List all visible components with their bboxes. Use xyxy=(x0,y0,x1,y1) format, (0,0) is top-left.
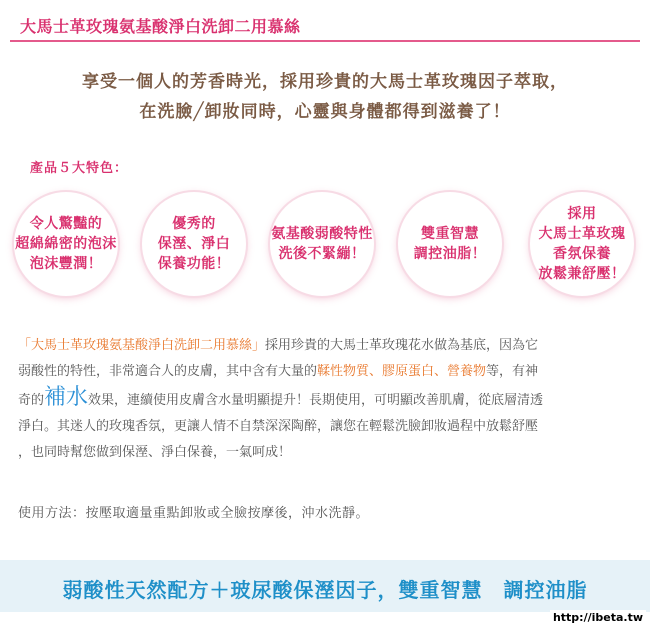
page-header xyxy=(10,10,640,42)
usage-instructions: 使用方法：按壓取適量重點卸妝或全臉按摩後，沖水洗靜。 xyxy=(18,506,370,521)
description-line xyxy=(18,414,633,440)
description-text: ，也同時幫您做到保溼、淨白保養，一氣呵成！ xyxy=(18,445,292,460)
description-line xyxy=(18,333,633,359)
intro-line-1: 享受一個人的芳香時光，採用珍貴的大馬士革玫瑰因子萃取， xyxy=(82,72,568,92)
features-title: 產品５大特色： xyxy=(30,161,129,176)
hydration-highlight: 補水 xyxy=(44,385,89,410)
feature-text: 令人驚豔的 超綿綿密的泡沫 泡沫豐潤！ xyxy=(15,216,117,272)
feature-text: 雙重智慧 調控油脂！ xyxy=(413,226,487,262)
description-text: 效果，連續使用皮膚含水量明顯提升！長期使用，可明顯改善肌膚，從底層清透 xyxy=(88,393,544,408)
feature-circle-amino-acid xyxy=(270,192,374,296)
ingredient-highlight: 鞣性物質、膠原蛋白、營養物 xyxy=(317,364,487,379)
feature-circle-foam xyxy=(14,192,118,296)
description-text: 淨白。其迷人的玫瑰香氛，更讓人情不自禁深深陶醉，讓您在輕鬆洗臉卸妝過程中放鬆舒壓 xyxy=(18,419,539,434)
feature-circle-moisture xyxy=(142,192,246,296)
banner-text: 弱酸性天然配方＋玻尿酸保溼因子，雙重智慧 調控油脂 xyxy=(62,578,588,602)
product-name-highlight: 「大馬士革玫瑰氨基酸淨白洗卸二用慕絲」 xyxy=(18,338,266,353)
feature-circle-oil-control xyxy=(398,192,502,296)
description-text: 採用珍貴的大馬士革玫瑰花水做為基底，因為它 xyxy=(265,338,539,353)
description-line xyxy=(18,359,633,385)
feature-text: 氨基酸弱酸特性 洗後不緊繃！ xyxy=(271,226,373,262)
intro-line-2: 在洗臉╱卸妝同時，心靈與身體都得到滋養了！ xyxy=(139,102,511,122)
description-paragraph xyxy=(18,333,633,466)
description-text: 弱酸性的特性，非常適合人的皮膚，其中含有大量的 xyxy=(18,364,318,379)
page-title: 大馬士革玫瑰氨基酸淨白洗卸二用慕絲 xyxy=(20,17,301,36)
description-line xyxy=(18,385,633,414)
description-text: 等，有神 xyxy=(486,364,539,379)
description-line xyxy=(18,440,633,466)
description-text: 奇的 xyxy=(18,393,45,408)
site-watermark: http://ibeta.tw xyxy=(550,610,646,625)
feature-text: 優秀的 保溼、淨白 保養功能！ xyxy=(157,216,231,272)
feature-circle-rose-scent xyxy=(530,192,634,296)
bottom-banner xyxy=(0,560,650,612)
feature-text: 採用 大馬士革玫瑰 香氛保養 放鬆兼舒壓！ xyxy=(538,206,626,282)
